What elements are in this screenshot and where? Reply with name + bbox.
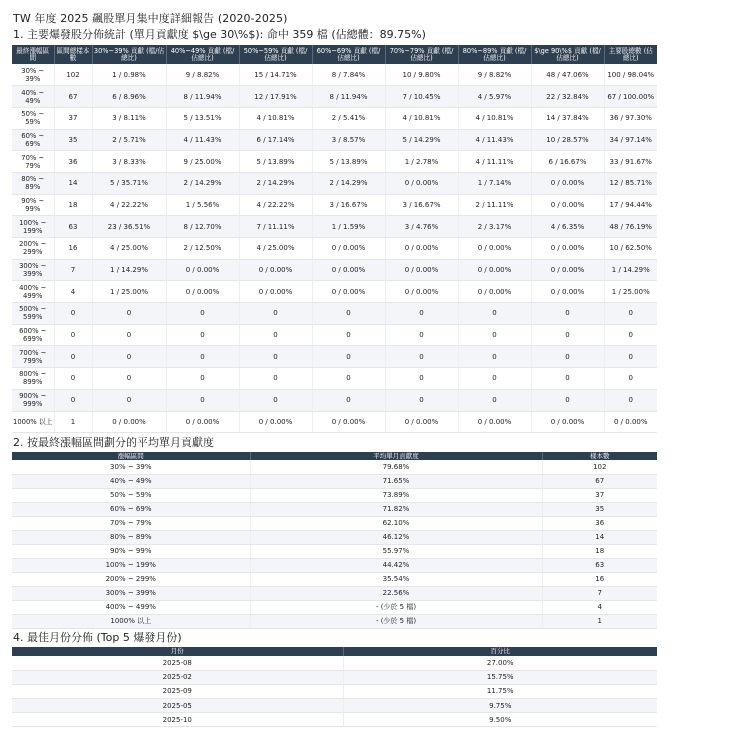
row-label-cell: 1000% 以上 bbox=[12, 614, 250, 628]
table-cell: 6 / 8.96% bbox=[92, 86, 166, 108]
table-cell: 5 / 13.51% bbox=[166, 107, 239, 129]
table-cell: 35 bbox=[542, 502, 657, 516]
table-cell: 4 bbox=[54, 281, 92, 303]
table-cell: 2 / 3.17% bbox=[458, 216, 531, 238]
table-cell: 0 / 0.00% bbox=[312, 259, 385, 281]
table-cell: 0 bbox=[385, 324, 458, 346]
table-cell: 14 bbox=[542, 530, 657, 544]
row-label-cell: 2025-10 bbox=[12, 713, 343, 727]
table-cell: 0 bbox=[239, 389, 312, 411]
table-cell: 5 / 14.29% bbox=[385, 129, 458, 151]
table-cell: 0 / 0.00% bbox=[385, 411, 458, 433]
table-cell: 12 / 85.71% bbox=[604, 172, 657, 194]
table-cell: 0 / 0.00% bbox=[385, 281, 458, 303]
table-cell: 0 bbox=[312, 303, 385, 325]
column-header: 主要股總數 (佔總比) bbox=[604, 45, 657, 64]
table-cell: 4 / 6.35% bbox=[531, 216, 604, 238]
table-cell: 18 bbox=[54, 194, 92, 216]
table-cell: 0 bbox=[458, 303, 531, 325]
row-label-cell: 40% ~ 49% bbox=[12, 474, 250, 488]
column-header: 漲幅區間 bbox=[12, 452, 250, 460]
table-cell: 0 bbox=[385, 368, 458, 390]
section1-heading: 1. 主要爆發股分佈統計 (單月貢獻度 $\ge 30\%$): 命中 359 檔 (佔總體：89.75%) bbox=[13, 28, 426, 41]
table-cell: 0 bbox=[166, 389, 239, 411]
row-label-cell: 700% ~ 799% bbox=[12, 346, 54, 368]
table-cell: 55.97% bbox=[250, 544, 542, 558]
table-cell: 0 bbox=[92, 389, 166, 411]
table-cell: 4 / 22.22% bbox=[92, 194, 166, 216]
table-cell: 0 bbox=[531, 303, 604, 325]
table-cell: 71.82% bbox=[250, 502, 542, 516]
row-label-cell: 500% ~ 599% bbox=[12, 303, 54, 325]
table-cell: 27.00% bbox=[343, 656, 657, 670]
table-cell: 18 bbox=[542, 544, 657, 558]
table-cell: 36 / 97.30% bbox=[604, 107, 657, 129]
row-label-cell: 200% ~ 299% bbox=[12, 238, 54, 260]
table-row bbox=[12, 600, 657, 614]
table-row bbox=[12, 281, 657, 303]
table-cell: 3 / 8.11% bbox=[92, 107, 166, 129]
table-cell: 7 / 10.45% bbox=[385, 86, 458, 108]
row-label-cell: 50% ~ 59% bbox=[12, 488, 250, 502]
table-cell: 48 / 76.19% bbox=[604, 216, 657, 238]
table-cell: 0 / 0.00% bbox=[458, 281, 531, 303]
table-cell: 1 / 14.29% bbox=[604, 259, 657, 281]
table-row bbox=[12, 216, 657, 238]
table-header-row bbox=[12, 647, 657, 656]
row-label-cell: 600% ~ 699% bbox=[12, 324, 54, 346]
table-cell: 67 / 100.00% bbox=[604, 86, 657, 108]
table-cell: 0 bbox=[239, 368, 312, 390]
table-header-row bbox=[12, 45, 657, 64]
table-cell: 10 / 9.80% bbox=[385, 64, 458, 86]
table-cell: 36 bbox=[542, 516, 657, 530]
table-row bbox=[12, 64, 657, 86]
table-cell: 63 bbox=[54, 216, 92, 238]
table-row bbox=[12, 474, 657, 488]
table-row bbox=[12, 670, 657, 684]
table-row bbox=[12, 389, 657, 411]
table-cell: 0 bbox=[385, 389, 458, 411]
table-cell: 4 / 10.81% bbox=[458, 107, 531, 129]
table-row bbox=[12, 411, 657, 433]
table-cell: 0 bbox=[54, 368, 92, 390]
row-label-cell: 70% ~ 79% bbox=[12, 151, 54, 173]
table-row bbox=[12, 586, 657, 600]
table-cell: 0 / 0.00% bbox=[458, 238, 531, 260]
row-label-cell: 60% ~ 69% bbox=[12, 502, 250, 516]
table-cell: 22.56% bbox=[250, 586, 542, 600]
table-cell: 1 / 5.56% bbox=[166, 194, 239, 216]
table-cell: 0 / 0.00% bbox=[166, 411, 239, 433]
table-cell: 0 / 0.00% bbox=[458, 259, 531, 281]
table-cell: 1 / 0.98% bbox=[92, 64, 166, 86]
table-cell: 4 / 5.97% bbox=[458, 86, 531, 108]
table-cell: 33 / 91.67% bbox=[604, 151, 657, 173]
table-cell: 4 / 11.11% bbox=[458, 151, 531, 173]
table-row bbox=[12, 151, 657, 173]
table-cell: 0 / 0.00% bbox=[92, 411, 166, 433]
row-label-cell: 2025-05 bbox=[12, 699, 343, 713]
table-cell: 15.75% bbox=[343, 670, 657, 684]
table-cell: 0 bbox=[604, 368, 657, 390]
table-cell: 0 bbox=[54, 303, 92, 325]
table-cell: 0 bbox=[166, 368, 239, 390]
table-cell: 0 bbox=[92, 303, 166, 325]
table-cell: - (少於 5 檔) bbox=[250, 614, 542, 628]
table-cell: 1 / 7.14% bbox=[458, 172, 531, 194]
table-cell: 1 / 25.00% bbox=[92, 281, 166, 303]
table-cell: 1 / 2.78% bbox=[385, 151, 458, 173]
row-label-cell: 400% ~ 499% bbox=[12, 600, 250, 614]
row-label-cell: 80% ~ 89% bbox=[12, 172, 54, 194]
table-cell: 46.12% bbox=[250, 530, 542, 544]
row-label-cell: 2025-09 bbox=[12, 684, 343, 698]
table-cell: 0 / 0.00% bbox=[239, 281, 312, 303]
table-row bbox=[12, 614, 657, 628]
table-cell: 0 bbox=[604, 303, 657, 325]
table-cell: 0 / 0.00% bbox=[531, 238, 604, 260]
row-label-cell: 100% ~ 199% bbox=[12, 216, 54, 238]
table-cell: 8 / 7.84% bbox=[312, 64, 385, 86]
table-cell: 0 / 0.00% bbox=[604, 411, 657, 433]
table-row bbox=[12, 86, 657, 108]
table-row bbox=[12, 368, 657, 390]
row-label-cell: 80% ~ 89% bbox=[12, 530, 250, 544]
section4-heading: 4. 最佳月份分佈 (Top 5 爆發月份) bbox=[13, 631, 182, 644]
row-label-cell: 300% ~ 399% bbox=[12, 586, 250, 600]
table-cell: 0 bbox=[92, 368, 166, 390]
table-cell: 17 / 94.44% bbox=[604, 194, 657, 216]
table-cell: 0 / 0.00% bbox=[239, 411, 312, 433]
table-row bbox=[12, 684, 657, 698]
table-row bbox=[12, 530, 657, 544]
column-header: 80%~89% 貢獻 (檔/佔總比) bbox=[458, 45, 531, 64]
table-cell: 9.50% bbox=[343, 713, 657, 727]
table-row bbox=[12, 558, 657, 572]
table-cell: 7 bbox=[54, 259, 92, 281]
table-cell: 2 / 5.71% bbox=[92, 129, 166, 151]
table-cell: 0 / 0.00% bbox=[385, 259, 458, 281]
table-cell: 0 bbox=[604, 324, 657, 346]
table-row bbox=[12, 172, 657, 194]
row-label-cell: 800% ~ 899% bbox=[12, 368, 54, 390]
table-cell: 6 / 16.67% bbox=[531, 151, 604, 173]
table-cell: 44.42% bbox=[250, 558, 542, 572]
table-cell: 3 / 16.67% bbox=[385, 194, 458, 216]
row-label-cell: 60% ~ 69% bbox=[12, 129, 54, 151]
table-cell: 0 bbox=[458, 324, 531, 346]
column-header: 樣本數 bbox=[542, 452, 657, 460]
table-cell: 2 / 5.41% bbox=[312, 107, 385, 129]
table-cell: 35.54% bbox=[250, 572, 542, 586]
table-cell: 0 bbox=[531, 389, 604, 411]
row-label-cell: 900% ~ 999% bbox=[12, 389, 54, 411]
table-cell: 0 bbox=[604, 389, 657, 411]
row-label-cell: 100% ~ 199% bbox=[12, 558, 250, 572]
table-cell: 8 / 11.94% bbox=[166, 86, 239, 108]
table-cell: 6 / 17.14% bbox=[239, 129, 312, 151]
table-cell: 16 bbox=[54, 238, 92, 260]
table-cell: 8 / 11.94% bbox=[312, 86, 385, 108]
table-cell: 4 / 25.00% bbox=[92, 238, 166, 260]
table-cell: 0 / 0.00% bbox=[531, 194, 604, 216]
table-row bbox=[12, 516, 657, 530]
table-cell: 1 / 1.59% bbox=[312, 216, 385, 238]
table-row bbox=[12, 129, 657, 151]
table-cell: 0 bbox=[312, 346, 385, 368]
table-cell: 1 / 14.29% bbox=[92, 259, 166, 281]
table-cell: 4 / 10.81% bbox=[239, 107, 312, 129]
column-header: 月份 bbox=[12, 647, 343, 656]
table-cell: 0 bbox=[458, 389, 531, 411]
row-label-cell: 2025-02 bbox=[12, 670, 343, 684]
table-cell: 9 / 25.00% bbox=[166, 151, 239, 173]
table-cell: 9.75% bbox=[343, 699, 657, 713]
table-row bbox=[12, 460, 657, 474]
row-label-cell: 30% ~ 39% bbox=[12, 64, 54, 86]
table-cell: 9 / 8.82% bbox=[458, 64, 531, 86]
table-cell: 0 bbox=[92, 324, 166, 346]
table-cell: 0 / 0.00% bbox=[385, 172, 458, 194]
table-cell: 0 bbox=[166, 324, 239, 346]
table-cell: 4 bbox=[542, 600, 657, 614]
table-header-row bbox=[12, 452, 657, 460]
table-cell: 10 / 28.57% bbox=[531, 129, 604, 151]
report-title: TW 年度 2025 飆股單月集中度詳細報告 (2020-2025) bbox=[13, 12, 288, 25]
table-cell: 4 / 25.00% bbox=[239, 238, 312, 260]
table-cell: 34 / 97.14% bbox=[604, 129, 657, 151]
table-row bbox=[12, 656, 657, 670]
table-cell: 71.65% bbox=[250, 474, 542, 488]
table-cell: 0 / 0.00% bbox=[531, 411, 604, 433]
average-contribution-table bbox=[12, 452, 657, 629]
table-cell: 0 / 0.00% bbox=[531, 281, 604, 303]
table-cell: 23 / 36.51% bbox=[92, 216, 166, 238]
table-cell: 10 / 62.50% bbox=[604, 238, 657, 260]
table-cell: 0 / 0.00% bbox=[531, 172, 604, 194]
table-cell: 14 / 37.84% bbox=[531, 107, 604, 129]
table-row bbox=[12, 259, 657, 281]
table-cell: 0 bbox=[166, 346, 239, 368]
table-cell: 0 bbox=[458, 346, 531, 368]
section2-heading: 2. 按最終漲幅區間劃分的平均單月貢獻度 bbox=[13, 436, 214, 449]
table-row bbox=[12, 699, 657, 713]
row-label-cell: 90% ~ 99% bbox=[12, 544, 250, 558]
table-cell: 3 / 8.33% bbox=[92, 151, 166, 173]
table-cell: 62.10% bbox=[250, 516, 542, 530]
table-cell: 3 / 16.67% bbox=[312, 194, 385, 216]
table-cell: 0 / 0.00% bbox=[312, 238, 385, 260]
distribution-table bbox=[12, 45, 657, 433]
column-header: 最終漲幅區間 bbox=[12, 45, 54, 64]
column-header: 百分比 bbox=[343, 647, 657, 656]
column-header: $\ge 90\%$ 貢獻 (檔/佔總比) bbox=[531, 45, 604, 64]
table-cell: 4 / 10.81% bbox=[385, 107, 458, 129]
column-header: 區間總樣本數 bbox=[54, 45, 92, 64]
table-cell: 0 / 0.00% bbox=[312, 281, 385, 303]
table-row bbox=[12, 488, 657, 502]
table-row bbox=[12, 713, 657, 727]
column-header: 70%~79% 貢獻 (檔/佔總比) bbox=[385, 45, 458, 64]
table-row bbox=[12, 238, 657, 260]
table-cell: 0 bbox=[385, 346, 458, 368]
table-cell: 100 / 98.04% bbox=[604, 64, 657, 86]
table-cell: 0 bbox=[604, 346, 657, 368]
table-cell: 8 / 12.70% bbox=[166, 216, 239, 238]
row-label-cell: 400% ~ 499% bbox=[12, 281, 54, 303]
table-cell: 1 bbox=[54, 411, 92, 433]
table-cell: 35 bbox=[54, 129, 92, 151]
row-label-cell: 1000% 以上 bbox=[12, 411, 54, 433]
table-cell: 0 / 0.00% bbox=[458, 411, 531, 433]
table-cell: 5 / 13.89% bbox=[239, 151, 312, 173]
row-label-cell: 40% ~ 49% bbox=[12, 86, 54, 108]
table-cell: 79.68% bbox=[250, 460, 542, 474]
table-cell: 67 bbox=[542, 474, 657, 488]
table-cell: 2 / 14.29% bbox=[312, 172, 385, 194]
table-cell: 73.89% bbox=[250, 488, 542, 502]
column-header: 平均單月貢獻度 bbox=[250, 452, 542, 460]
column-header: 40%~49% 貢獻 (檔/佔總比) bbox=[166, 45, 239, 64]
table-cell: 2 / 14.29% bbox=[239, 172, 312, 194]
table-row bbox=[12, 303, 657, 325]
table-cell: 5 / 35.71% bbox=[92, 172, 166, 194]
table-cell: 37 bbox=[542, 488, 657, 502]
table-cell: 0 bbox=[531, 368, 604, 390]
row-label-cell: 70% ~ 79% bbox=[12, 516, 250, 530]
table-cell: 2 / 12.50% bbox=[166, 238, 239, 260]
table-cell: 0 bbox=[531, 324, 604, 346]
table-cell: 16 bbox=[542, 572, 657, 586]
table-cell: 0 bbox=[92, 346, 166, 368]
table-row bbox=[12, 107, 657, 129]
row-label-cell: 300% ~ 399% bbox=[12, 259, 54, 281]
table-cell: 0 / 0.00% bbox=[166, 281, 239, 303]
table-cell: 63 bbox=[542, 558, 657, 572]
table-cell: 0 bbox=[239, 324, 312, 346]
table-row bbox=[12, 502, 657, 516]
table-cell: 9 / 8.82% bbox=[166, 64, 239, 86]
table-cell: 14 bbox=[54, 172, 92, 194]
table-row bbox=[12, 194, 657, 216]
row-label-cell: 90% ~ 99% bbox=[12, 194, 54, 216]
best-month-table bbox=[12, 647, 657, 727]
table-cell: 1 bbox=[542, 614, 657, 628]
table-cell: 0 bbox=[312, 324, 385, 346]
column-header: 60%~69% 貢獻 (檔/佔總比) bbox=[312, 45, 385, 64]
table-cell: 0 bbox=[54, 346, 92, 368]
table-cell: 12 / 17.91% bbox=[239, 86, 312, 108]
table-cell: 0 bbox=[54, 324, 92, 346]
table-cell: - (少於 5 檔) bbox=[250, 600, 542, 614]
row-label-cell: 30% ~ 39% bbox=[12, 460, 250, 474]
table-cell: 0 bbox=[166, 303, 239, 325]
row-label-cell: 200% ~ 299% bbox=[12, 572, 250, 586]
table-cell: 15 / 14.71% bbox=[239, 64, 312, 86]
table-cell: 48 / 47.06% bbox=[531, 64, 604, 86]
table-cell: 0 / 0.00% bbox=[166, 259, 239, 281]
table-cell: 22 / 32.84% bbox=[531, 86, 604, 108]
row-label-cell: 2025-08 bbox=[12, 656, 343, 670]
table-cell: 1 / 25.00% bbox=[604, 281, 657, 303]
table-cell: 0 bbox=[312, 389, 385, 411]
table-cell: 0 / 0.00% bbox=[239, 259, 312, 281]
column-header: 50%~59% 貢獻 (檔/佔總比) bbox=[239, 45, 312, 64]
table-cell: 0 bbox=[239, 346, 312, 368]
table-row bbox=[12, 544, 657, 558]
table-cell: 2 / 11.11% bbox=[458, 194, 531, 216]
table-cell: 0 / 0.00% bbox=[312, 411, 385, 433]
table-cell: 0 bbox=[54, 389, 92, 411]
table-cell: 4 / 11.43% bbox=[166, 129, 239, 151]
table-cell: 3 / 8.57% bbox=[312, 129, 385, 151]
table-cell: 2 / 14.29% bbox=[166, 172, 239, 194]
table-cell: 0 bbox=[312, 368, 385, 390]
table-cell: 7 bbox=[542, 586, 657, 600]
table-row bbox=[12, 324, 657, 346]
table-cell: 37 bbox=[54, 107, 92, 129]
row-label-cell: 50% ~ 59% bbox=[12, 107, 54, 129]
table-cell: 7 / 11.11% bbox=[239, 216, 312, 238]
table-row bbox=[12, 572, 657, 586]
table-cell: 36 bbox=[54, 151, 92, 173]
table-cell: 4 / 22.22% bbox=[239, 194, 312, 216]
table-cell: 67 bbox=[54, 86, 92, 108]
table-cell: 3 / 4.76% bbox=[385, 216, 458, 238]
table-cell: 0 bbox=[239, 303, 312, 325]
table-cell: 0 / 0.00% bbox=[385, 238, 458, 260]
column-header: 30%~39% 貢獻 (檔/佔總比) bbox=[92, 45, 166, 64]
table-cell: 0 bbox=[385, 303, 458, 325]
table-cell: 4 / 11.43% bbox=[458, 129, 531, 151]
table-cell: 102 bbox=[542, 460, 657, 474]
table-row bbox=[12, 346, 657, 368]
table-cell: 102 bbox=[54, 64, 92, 86]
table-cell: 0 / 0.00% bbox=[531, 259, 604, 281]
table-cell: 0 bbox=[531, 346, 604, 368]
table-cell: 0 bbox=[458, 368, 531, 390]
table-cell: 11.75% bbox=[343, 684, 657, 698]
table-cell: 5 / 13.89% bbox=[312, 151, 385, 173]
